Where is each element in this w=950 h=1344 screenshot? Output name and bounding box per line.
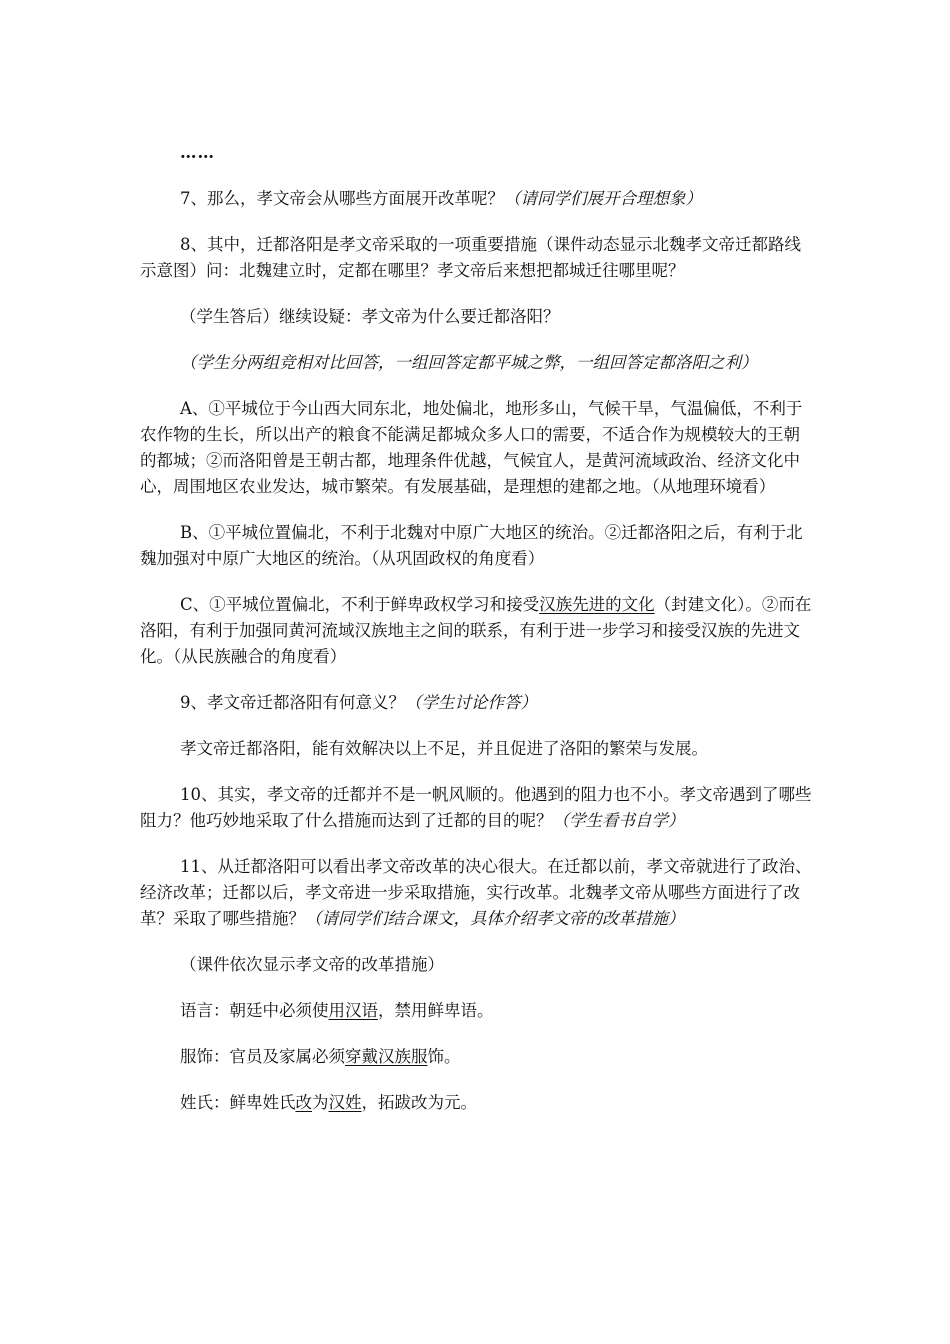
reform-surname-mid: 为 (312, 1093, 329, 1112)
question-11-text: 11、从迁都洛阳可以看出孝文帝改革的决心很大。在迁都以前，孝文帝就进行了政治、经济改革；迁都以后，孝文帝进一步采取措施，实行改革。北魏孝文帝从哪些方面进行了改革？采取了哪些措施？ (140, 857, 812, 928)
follow-up-question: （学生答后）继续设疑：孝文帝为什么要迁都洛阳？ (180, 307, 560, 326)
question-7 (140, 186, 812, 212)
reform-surname-pre: 姓氏：鲜卑姓氏 (180, 1093, 296, 1112)
reform-dress-underlined-2: 服 (411, 1047, 428, 1066)
answer-b: B、①平城位置偏北，不利于北魏对中原广大地区的统治。②迁都洛阳之后，有利于北魏加强对中原广大地区的统治。（从巩固政权的角度看） (140, 523, 803, 568)
reform-dress (140, 1044, 812, 1070)
reform-dress-pre: 服饰：官员及家属必须 (180, 1047, 345, 1066)
ellipsis: …… (180, 143, 215, 162)
answer-c-pre: C、①平城位置偏北，不利于鲜卑政权学习和接受 (180, 595, 540, 614)
question-10 (140, 782, 812, 834)
question-9 (140, 690, 812, 716)
answer-c-underlined: 汉族先进的文化 (539, 595, 655, 614)
reform-surname-post: ，拓跋改为元。 (361, 1093, 477, 1112)
question-7-note: （请同学们展开合理想象） (504, 189, 702, 208)
answer-a: A、①平城位于今山西大同东北，地处偏北，地形多山，气候干旱，气温偏低，不利于农作物的生长，所以出产的粮食不能满足都城众多人口的需要，不适合作为规模较大的王朝的都城；②而洛阳曾是王朝古都，地理条件优越，气候宜人，是黄河流域政治、经济文化中心，周围地区农业发达，城市繁荣。有发展基础，是理想的建都之地。（从地理环境看） (140, 399, 803, 496)
document-body (140, 140, 812, 1136)
reform-dress-mid: 汉族 (378, 1047, 411, 1066)
question-9-text: 9、孝文帝迁都洛阳有何意义？ (180, 693, 405, 712)
question-8: 8、其中，迁都洛阳是孝文帝采取的一项重要措施（课件动态显示北魏孝文帝迁都路线示意图）问：北魏建立时，定都在哪里？孝文帝后来想把都城迁往哪里呢？ (140, 235, 801, 280)
answer-9: 孝文帝迁都洛阳，能有效解决以上不足，并且促进了洛阳的繁荣与发展。 (180, 739, 708, 758)
group-answer-note: （学生分两组竞相对比回答，一组回答定都平城之弊，一组回答定都洛阳之利） (180, 353, 758, 372)
reform-language-pre: 语言：朝廷中必须使 (180, 1001, 329, 1020)
question-10-note: （学生看书自学） (552, 811, 685, 830)
answer-c-post: （封建文化）。②而在洛阳，有利于加强同黄河流域汉族地主之间的联系，有利于进一步学习和接受汉族的先进文化。（从民族融合的角度看） (140, 595, 812, 666)
question-11-note: （请同学们结合课文，具体介绍孝文帝的改革措施） (305, 909, 685, 928)
reform-language-underlined: 用汉语 (328, 1001, 378, 1020)
question-11 (140, 854, 812, 932)
question-9-note: （学生讨论作答） (405, 693, 537, 712)
reform-surname-underlined-2: 汉姓 (328, 1093, 362, 1112)
courseware-note: （课件依次显示孝文帝的改革措施） (180, 955, 444, 974)
reform-dress-underlined-1: 穿戴 (345, 1047, 378, 1066)
reform-surname-underlined-1: 改 (295, 1093, 312, 1112)
question-7-text: 7、那么，孝文帝会从哪些方面展开改革呢？ (180, 189, 504, 208)
reform-surname (140, 1090, 812, 1116)
reform-language (140, 998, 812, 1024)
reform-language-post: ，禁用鲜卑语。 (378, 1001, 494, 1020)
answer-c (140, 592, 812, 670)
reform-dress-post: 饰。 (427, 1047, 461, 1066)
question-10-text: 10、其实，孝文帝的迁都并不是一帆风顺的。他遇到的阻力也不小。孝文帝遇到了哪些阻力？他巧妙地采取了什么措施而达到了迁都的目的呢？ (140, 785, 812, 830)
